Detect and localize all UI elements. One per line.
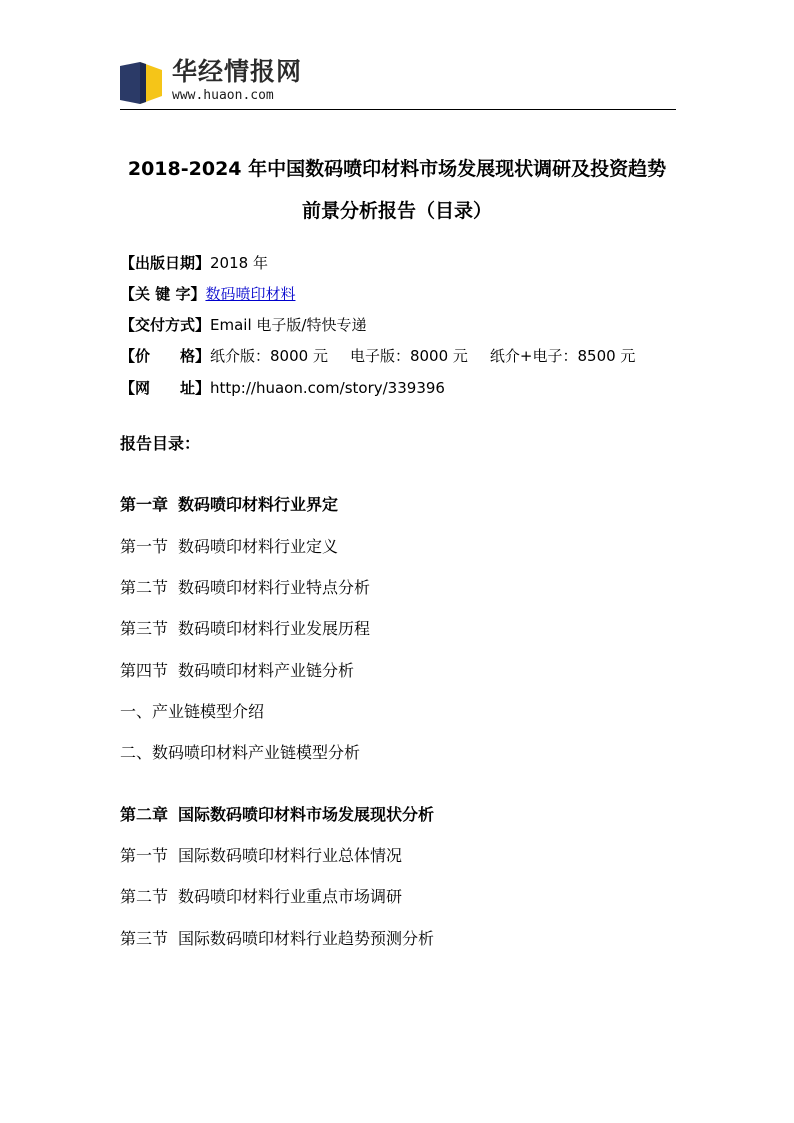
toc-section-number: 第三节 [120, 619, 169, 638]
toc-section-number: 第一节 [120, 846, 169, 865]
meta-price-label: 【价 格】 [120, 347, 211, 365]
toc-section-title: 国际数码喷印材料行业趋势预测分析 [178, 929, 435, 948]
toc-section-title: 数码喷印材料产业链分析 [178, 661, 355, 680]
meta-keyword-row [120, 284, 295, 304]
toc-item[interactable]: 二、数码喷印材料产业链模型分析 [120, 743, 361, 762]
keyword-link[interactable]: 数码喷印材料 [205, 285, 296, 303]
toc-section[interactable] [120, 846, 402, 866]
report-title-line-1: 2018-2024 年中国数码喷印材料市场发展现状调研及投资趋势 [127, 158, 667, 180]
toc-chapter-number: 第一章 [120, 495, 169, 514]
huaon-logo-icon [120, 60, 164, 106]
toc-section[interactable] [120, 537, 338, 557]
toc-item[interactable]: 一、产业链模型介绍 [120, 702, 265, 721]
toc-section[interactable] [120, 661, 354, 681]
meta-url-label: 【网 址】 [120, 379, 211, 397]
toc-section-title: 数码喷印材料行业定义 [178, 537, 339, 556]
toc-section-title: 国际数码喷印材料行业总体情况 [178, 846, 403, 865]
meta-date-value: 2018 年 [210, 254, 268, 272]
meta-delivery-value: Email 电子版/特快专递 [210, 316, 367, 334]
meta-url-row [120, 378, 445, 398]
toc-heading: 报告目录： [120, 434, 201, 453]
toc-section-number: 第四节 [120, 661, 169, 680]
toc-section-title: 数码喷印材料行业发展历程 [178, 619, 371, 638]
toc-section-number: 第二节 [120, 578, 169, 597]
toc-section-number: 第三节 [120, 929, 169, 948]
price-both: 纸介+电子：8500 元 [489, 347, 636, 365]
price-paper: 纸介版：8000 元 [210, 347, 328, 365]
meta-delivery-row [120, 315, 366, 335]
meta-delivery-label: 【交付方式】 [120, 316, 211, 334]
toc-chapter-number: 第二章 [120, 805, 169, 824]
toc-section[interactable] [120, 929, 434, 949]
meta-date-row [120, 253, 268, 273]
brand-url[interactable]: www.huaon.com [172, 88, 274, 103]
price-electronic: 电子版：8000 元 [349, 347, 468, 365]
toc-chapter[interactable] [120, 805, 434, 825]
toc-section[interactable] [120, 578, 370, 598]
toc-section-number: 第一节 [120, 537, 169, 556]
meta-date-label: 【出版日期】 [120, 254, 211, 272]
meta-url-value[interactable]: http://huaon.com/story/339396 [210, 379, 445, 397]
page-header [120, 56, 676, 110]
toc-chapter-title: 数码喷印材料行业界定 [178, 495, 339, 514]
meta-price-row [120, 346, 635, 366]
toc-section[interactable] [120, 887, 402, 907]
toc-section-title: 数码喷印材料行业重点市场调研 [178, 887, 403, 906]
report-title-line-2: 前景分析报告（目录） [301, 200, 492, 222]
header-divider [120, 109, 676, 110]
toc-section-number: 第二节 [120, 887, 169, 906]
toc-chapter[interactable] [120, 495, 338, 515]
toc-section-title: 数码喷印材料行业特点分析 [178, 578, 371, 597]
toc-chapter-title: 国际数码喷印材料市场发展现状分析 [178, 805, 435, 824]
meta-keyword-label: 【关 键 字】 [120, 285, 206, 303]
brand-name: 华经情报网 [172, 57, 303, 86]
toc-section[interactable] [120, 619, 370, 639]
